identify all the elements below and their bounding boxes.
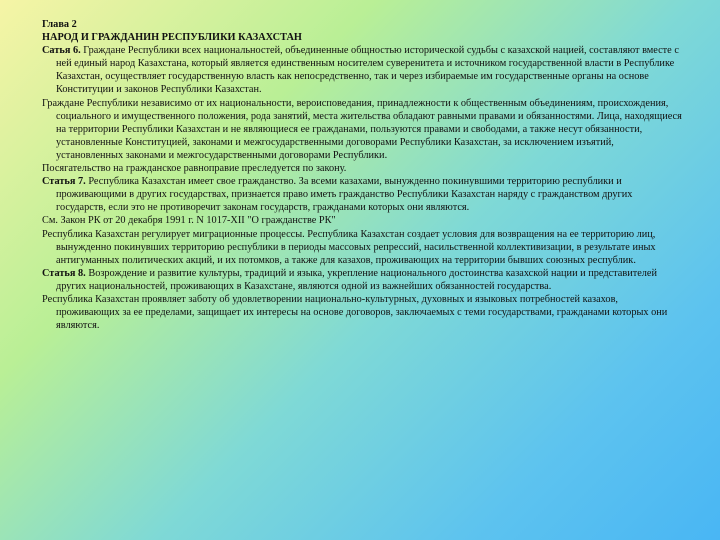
paragraph-text: Возрождение и развитие культуры, традиций и языка, укрепление национального достоинства казахской нации и представителей других национальностей, проживающих в Казахстане, являются одной из важнейших обязанностей государства. [56,267,657,292]
document-slide [42,18,682,332]
section-heading: НАРОД И ГРАЖДАНИН РЕСПУБЛИКИ КАЗАХСТАН [42,32,302,44]
paragraph-text: Республика Казахстан проявляет заботу об удовлетворении национально-культурных, духовных и языковых потребностей казахов, проживающих за ее пределами, защищает их интересы на основе договоров, заключаемых с теми государствами, гражданами которых они являются. [42,293,668,332]
paragraph-diaspora [42,293,682,332]
paragraph-text: Посягательство на гражданское равноправие преследуется по закону. [42,163,347,175]
paragraph-text: Граждане Республики независимо от их национальности, вероисповедания, принадлежности к общественным объединениям, происхождения, социального и имущественного положения, рода занятий, места жительства обладают равными правами и обязанностями. Лица, находящиеся на территории Республики Казахстан и не являющиеся ее гражданами, пользуются правами и свободами, а также несут обязанности, установленные Конституцией, законами и межгосударственными договорами Республики Казахстан, за исключением изъятий, установленных законами и межгосударственными договорами Республики. [42,97,682,161]
paragraph-text: См. Закон РК от 20 декабря 1991 г. N 1017-XII "О гражданстве РК" [42,215,336,227]
article-6-label: Сатья 6. [42,45,81,57]
paragraph-text: Республика Казахстан имеет свое гражданство. За всеми казахами, вынужденно покинувшими территорию республики и проживающими в других государствах, признается право иметь гражданство Республики Казахстан наряду с гражданством других государств, если это не противоречит законам государств, гражданами которых они являются. [56,176,633,214]
paragraph-law-reference [42,214,682,227]
chapter-label: Глава 2 [42,19,77,30]
article-7-label: Статья 7. [42,176,86,188]
paragraph-article-7 [42,175,682,214]
paragraph-text: Граждане Республики всех национальностей, объединенные общностью исторической судьбы с казахской нацией, составляют вместе с ней единый народ Казахстана, который является единственным носителем суверенитета и источником государственной власти в Республике Казахстан, осуществляет государственную власть как непосредственно, так и через избираемые им государственные органы на основе Конституции и законов Республики Казахстан. [56,45,679,96]
article-8-label: Статья 8. [42,267,86,279]
paragraph-article-8 [42,267,682,293]
paragraph-prosecution [42,162,682,175]
paragraph-equal-rights [42,97,682,162]
paragraph-text: Республика Казахстан регулирует миграционные процессы. Республика Казахстан создает условия для возвращения на ее территорию лиц, вынужденно покинувших территорию республики в периоды массовых репрессий, насильственной коллективизации, в результате иных антигуманных политических акций, и их потомков, а также для казахов, проживающих на территории бывших союзных республик. [42,228,656,266]
paragraph-article-6 [42,44,682,96]
paragraph-migration [42,228,682,267]
